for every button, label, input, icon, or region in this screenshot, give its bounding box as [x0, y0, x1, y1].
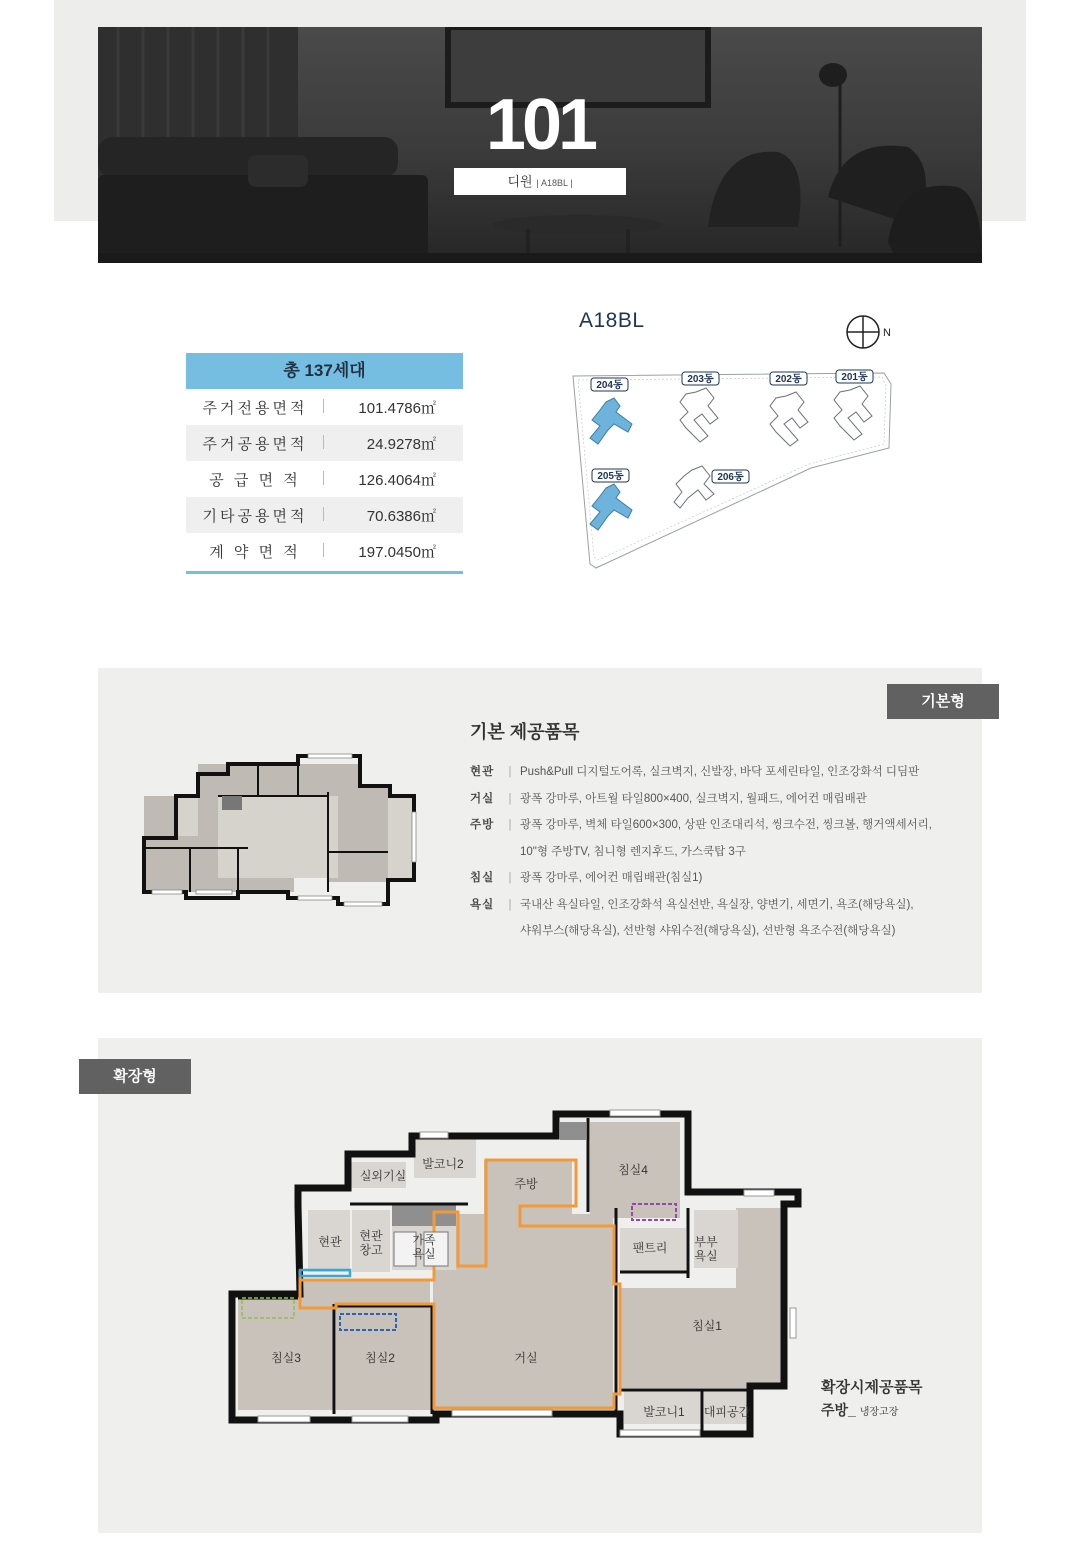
- room-label: 침실2: [365, 1351, 395, 1365]
- basic-floor-plan: [138, 752, 418, 914]
- area-label: 계 약 면 적: [186, 541, 324, 562]
- area-table: [186, 353, 463, 574]
- spec-label: 거실: [470, 792, 495, 805]
- spec-line: Push&Pull 디지털도어록, 실크벽지, 신발장, 바닥 포세린타일, 인조강화석 디딤판: [520, 766, 920, 778]
- area-table-bottom-rule: [186, 571, 463, 574]
- spec-body: [520, 812, 960, 865]
- room-label: 침실3: [271, 1351, 301, 1365]
- spec-label: 주방: [470, 819, 495, 831]
- building-label: 206동: [717, 472, 744, 483]
- room-label: 발코니1: [643, 1405, 685, 1419]
- spec-item: [470, 812, 970, 865]
- area-value: 197.0450㎡: [358, 543, 436, 561]
- basic-type-tag: 기본형: [887, 684, 999, 719]
- hero-subtitle: [454, 168, 626, 195]
- compass-label: N: [883, 327, 891, 339]
- site-map: [566, 310, 906, 575]
- room-label: 욕실: [694, 1249, 718, 1263]
- spec-separator: |: [508, 872, 512, 884]
- extended-items-detail: 냉장고장: [859, 1407, 899, 1418]
- spec-line: 광폭 강마루, 아트월 타일800×400, 실크벽지, 월패드, 에어컨 매립배관: [520, 792, 867, 805]
- area-row: [186, 389, 463, 425]
- spec-separator: |: [508, 792, 512, 805]
- area-row: [186, 461, 463, 497]
- area-row: [186, 497, 463, 533]
- spec-item: [470, 786, 970, 813]
- spec-line: 10"형 주방TV, 침니형 렌지후드, 가스쿡탑 3구: [520, 845, 746, 858]
- spec-label: 침실: [470, 872, 495, 884]
- area-label: 공 급 면 적: [186, 469, 324, 490]
- building-label: 204동: [596, 380, 623, 391]
- spec-label: 현관: [470, 766, 495, 778]
- spec-separator: |: [508, 766, 512, 778]
- area-value: 70.6386㎡: [366, 507, 436, 525]
- spec-line: 샤워부스(해당욕실), 선반형 샤워수전(해당욕실), 선반형 욕조수전(해당욕실): [520, 925, 896, 937]
- room-label: 창고: [359, 1243, 383, 1257]
- extended-type-tag: 확장형: [79, 1059, 191, 1094]
- spec-body: [520, 865, 960, 892]
- extended-floor-plan: [228, 1108, 808, 1438]
- spec-item: [470, 759, 970, 786]
- spec-separator: |: [508, 898, 512, 911]
- room-label: 거실: [514, 1351, 538, 1365]
- compass-icon: [847, 316, 891, 348]
- room-label: 발코니2: [422, 1157, 464, 1171]
- spec-body: [520, 786, 960, 813]
- block-code: | A18BL |: [536, 178, 573, 188]
- room-label: 욕실: [412, 1247, 436, 1261]
- area-table-header: 총 137세대: [186, 353, 463, 389]
- spec-body: [520, 759, 960, 786]
- site-map-title: A18BL: [579, 309, 645, 332]
- spec-item: [470, 892, 970, 945]
- brand-name: 디원: [507, 174, 533, 189]
- extended-items-title: 확장시제공품목: [821, 1379, 923, 1396]
- spec-line: 국내산 욕실타일, 인조강화석 욕실선반, 욕실장, 양변기, 세면기, 욕조(해당욕실),: [520, 898, 914, 911]
- spec-item: [470, 865, 970, 892]
- area-value: 24.9278㎡: [366, 435, 436, 453]
- extended-items-line: [821, 1399, 922, 1424]
- unit-number: 101: [485, 85, 595, 165]
- area-label: 기타공용면적: [186, 505, 324, 526]
- room-label: 대피공간: [703, 1405, 751, 1419]
- spec-line: 광폭 강마루, 벽체 타일600×300, 상판 인조대리석, 씽크수전, 씽크볼, 행거액세서리,: [520, 819, 932, 831]
- area-value: 126.4064㎡: [358, 471, 436, 489]
- basic-spec-list: [470, 759, 970, 945]
- spec-body: [520, 892, 960, 945]
- extended-items: [821, 1377, 922, 1424]
- spec-line: 광폭 강마루, 에어컨 매립배관(침실1): [520, 872, 703, 884]
- building-label: 202동: [775, 374, 802, 385]
- room-label: 실외기실: [359, 1169, 407, 1183]
- hero-banner: [98, 27, 982, 263]
- building-label: 201동: [841, 372, 868, 383]
- area-row: [186, 425, 463, 461]
- area-label: 주거공용면적: [186, 433, 324, 454]
- spec-label: 욕실: [470, 898, 495, 911]
- building-label: 205동: [597, 471, 624, 482]
- extended-items-room: 주방_: [821, 1402, 856, 1418]
- area-label: 주거전용면적: [186, 397, 324, 418]
- room-label: 침실4: [618, 1163, 648, 1177]
- room-label: 가족: [412, 1233, 436, 1247]
- area-row: [186, 533, 463, 569]
- room-label: 부부: [694, 1235, 718, 1249]
- room-label: 현관: [359, 1229, 383, 1243]
- room-label: 침실1: [692, 1319, 722, 1333]
- area-value: 101.4786㎡: [358, 399, 436, 417]
- room-label: 주방: [514, 1177, 538, 1191]
- spec-separator: |: [508, 819, 512, 831]
- room-label: 팬트리: [632, 1241, 668, 1255]
- basic-items-title: 기본 제공품목: [470, 722, 580, 742]
- building-label: 203동: [687, 374, 714, 385]
- room-label: 현관: [318, 1235, 342, 1249]
